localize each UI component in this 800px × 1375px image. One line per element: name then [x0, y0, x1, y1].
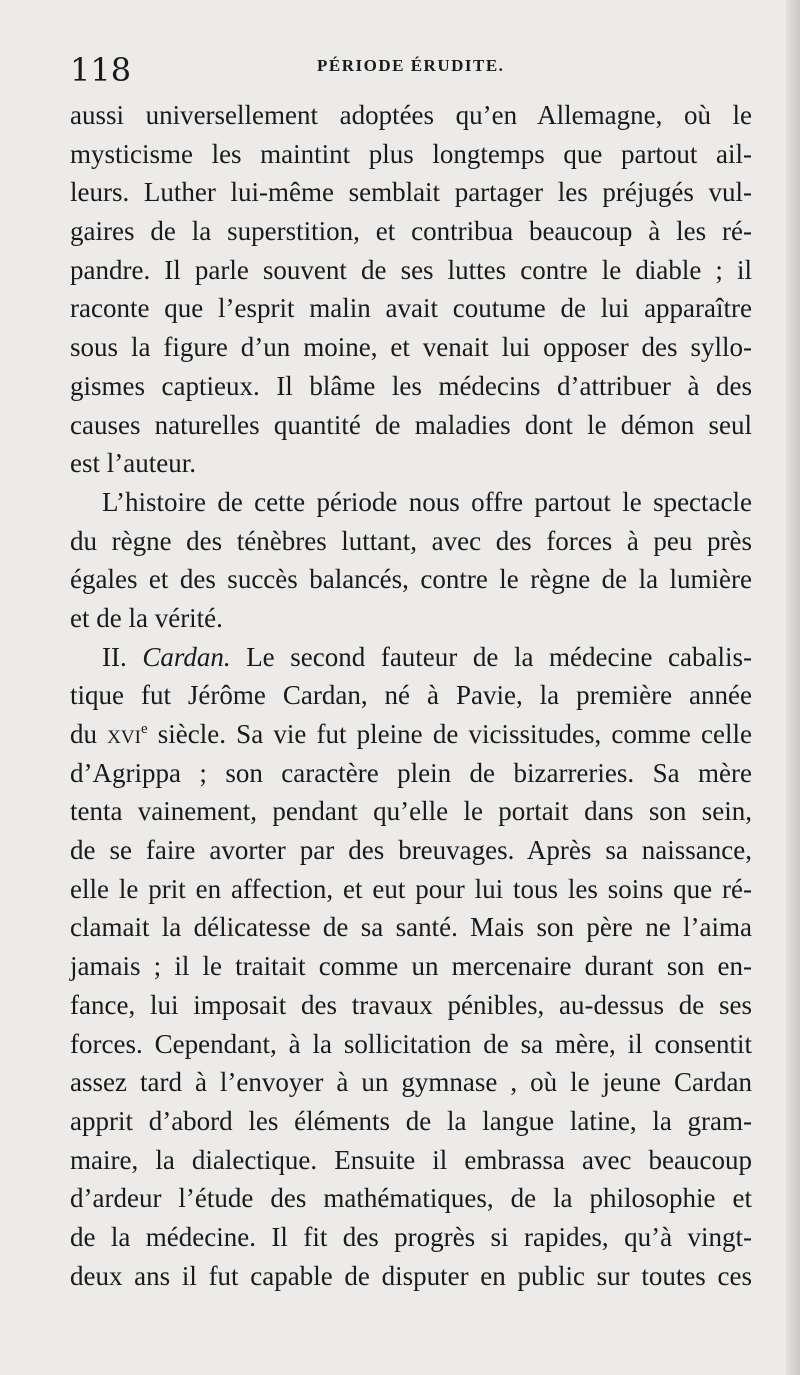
century-superscript: e: [140, 721, 148, 737]
text-line: apprit d’abord les éléments de la langue latine, la gram-: [70, 1105, 752, 1136]
text-line: sous la figure d’un moine, et venait lui opposer des syllo-: [70, 332, 752, 363]
text-line: de la médecine. Il fit des progrès si rapides, qu’à vingt-: [70, 1221, 752, 1252]
text-line: et de la vérité.: [70, 602, 223, 633]
text-line: maire, la dialectique. Ensuite il embrassa avec beaucoup: [70, 1144, 752, 1175]
body-text: [70, 96, 752, 1295]
page-edge-shadow: [786, 0, 800, 1375]
century-post: siècle. Sa vie fut pleine de vicissitudes, comme celle: [157, 719, 752, 749]
text-line: forces. Cependant, à la sollicitation de sa mère, il consentit: [70, 1028, 752, 1059]
section-first-line-rest: Le second fauteur de la médecine cabalis-: [246, 641, 753, 672]
section-number: II.: [102, 641, 127, 672]
text-line: mysticisme les maintint plus longtemps que partout ail-: [70, 138, 752, 169]
text-line: de se faire avorter par des breuvages. Après sa naissance,: [70, 835, 752, 866]
text-line: fance, lui imposait des travaux pénibles, au-dessus de ses: [70, 989, 752, 1020]
text-line: L’histoire de cette période nous offre partout le spectacle: [102, 486, 752, 517]
text-line: tenta vainement, pendant qu’elle le portait dans son sein,: [70, 796, 752, 827]
century-numeral: xvi: [107, 719, 141, 749]
text-line: tique fut Jérôme Cardan, né à Pavie, la première année: [70, 680, 752, 711]
text-line: causes naturelles quantité de maladies dont le démon seul: [70, 409, 752, 440]
text-line: d’Agrippa ; son caractère plein de bizarreries. Sa mère: [70, 757, 752, 788]
text-line: gismes captieux. Il blâme les médecins d’attribuer à des: [70, 370, 752, 401]
century-pre: du: [70, 719, 97, 749]
text-line: aussi universellement adoptées qu’en Allemagne, où le: [70, 100, 752, 130]
text-line: du règne des ténèbres luttant, avec des forces à peu près: [70, 525, 752, 556]
text-line: gaires de la superstition, et contribua beaucoup à les ré-: [70, 216, 752, 247]
text-line: clamait la délicatesse de sa santé. Mais son père ne l’aima: [70, 912, 752, 943]
text-line: égales et des succès balancés, contre le règne de la lumière: [70, 564, 752, 595]
text-line-section-start: [70, 638, 752, 677]
page-header: [70, 50, 750, 90]
text-line-century: [70, 715, 752, 754]
text-line: jamais ; il le traitait comme un mercenaire durant son en-: [70, 951, 752, 982]
text-line: est l’auteur.: [70, 448, 196, 479]
text-line: raconte que l’esprit malin avait coutume de lui apparaître: [70, 293, 752, 324]
running-head: PÉRIODE ÉRUDITE.: [317, 56, 505, 75]
text-line: d’ardeur l’étude des mathématiques, de la philosophie et: [70, 1183, 752, 1214]
page-number: 118: [70, 51, 132, 89]
text-line: elle le prit en affection, et eut pour lui tous les soins que ré-: [70, 873, 752, 904]
text-line: leurs. Luther lui-même semblait partager les préjugés vul-: [70, 177, 752, 208]
text-line: pandre. Il parle souvent de ses luttes contre le diable ; il: [70, 254, 752, 285]
text-line: deux ans il fut capable de disputer en public sur toutes ces: [70, 1260, 752, 1291]
text-line: assez tard à l’envoyer à un gymnase , où le jeune Cardan: [70, 1067, 752, 1098]
section-title: Cardan.: [142, 641, 231, 672]
